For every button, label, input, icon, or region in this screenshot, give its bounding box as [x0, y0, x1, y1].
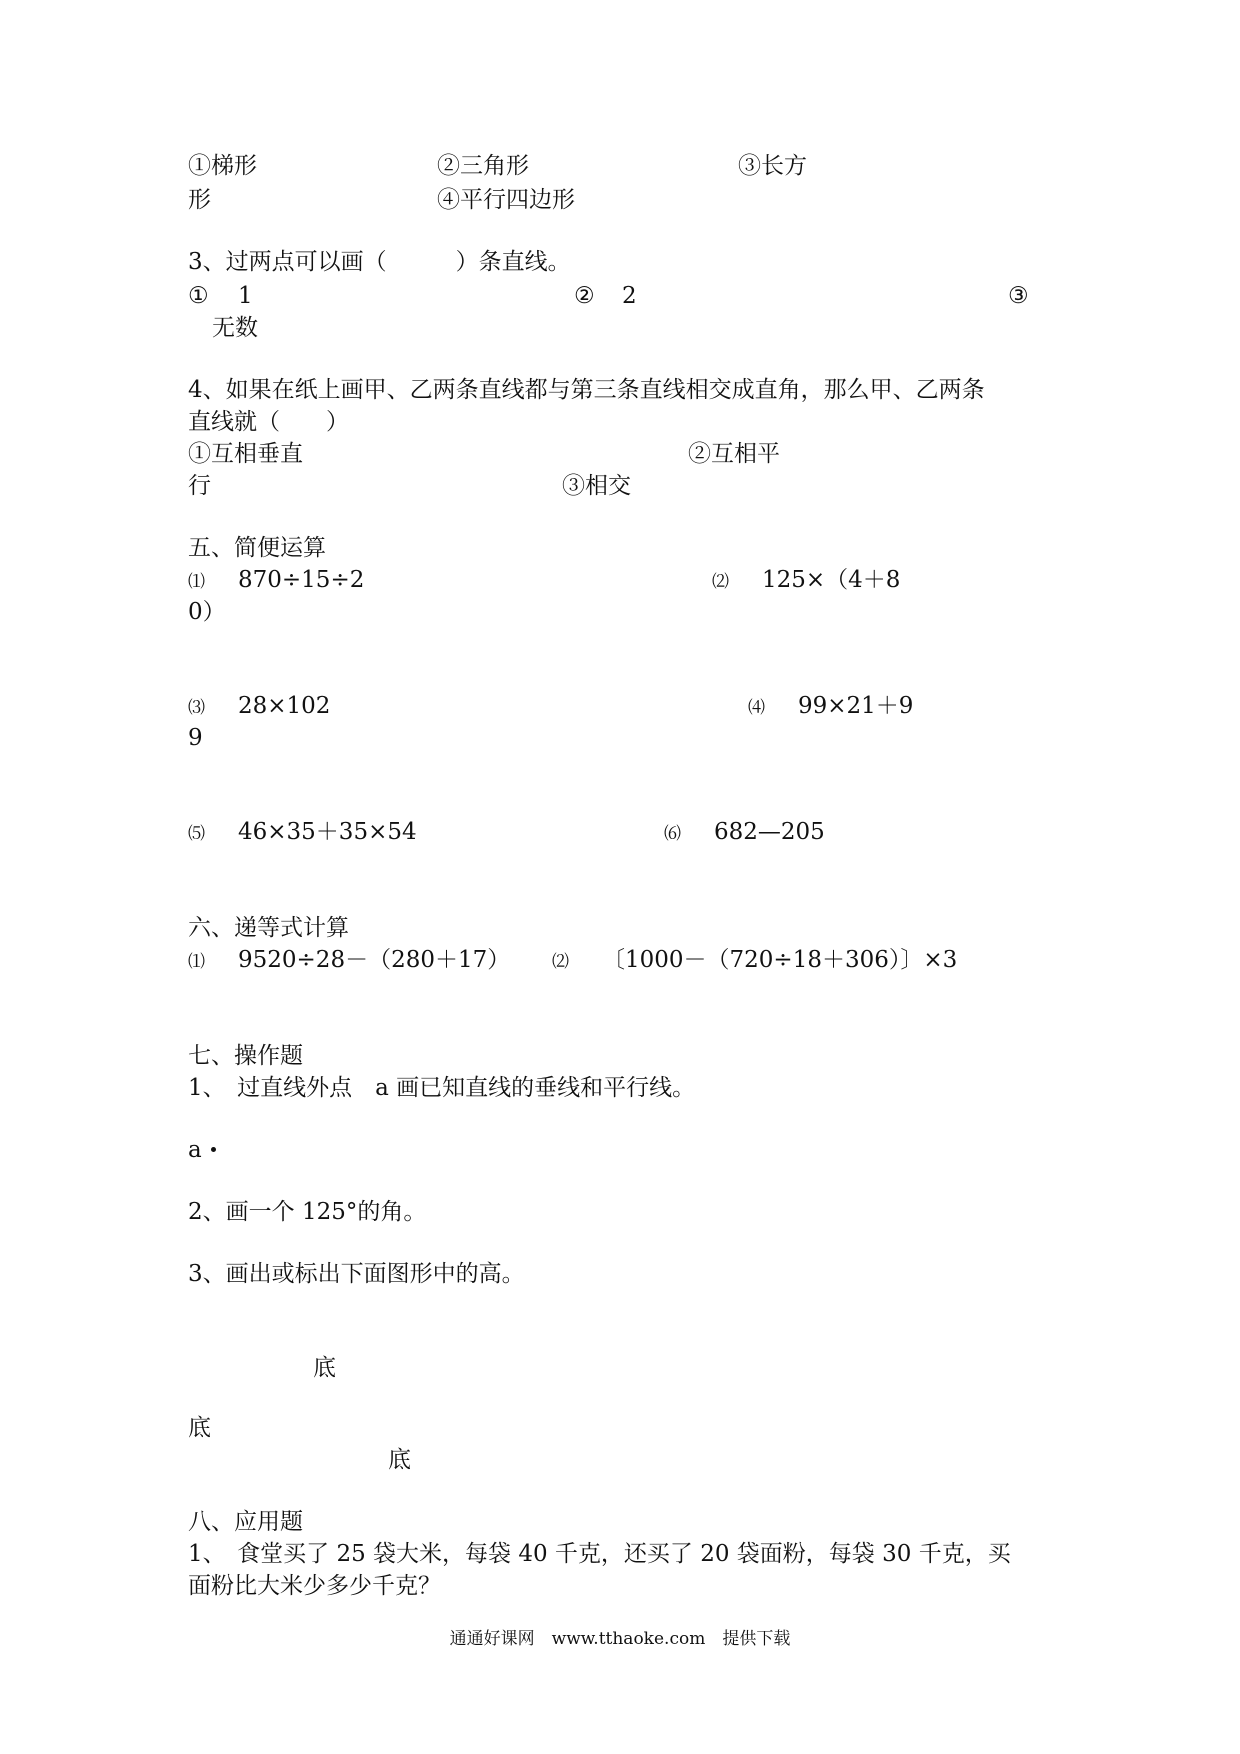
section-6-title: 六、递等式计算 [188, 915, 349, 941]
s5-item-2-num: ⑵ [712, 572, 729, 592]
q3-text: 3、过两点可以画（ ）条直线。 [188, 249, 571, 275]
q4-option-2-wrap: 行 [188, 473, 211, 499]
s5-item-2-wrap: 0） [188, 599, 226, 625]
s5-item-2-expr: 125×（4＋8 [762, 567, 901, 593]
q3-option-2-value: 2 [622, 283, 637, 309]
q2-option-3-wrap: 形 [188, 187, 211, 213]
s7-base-label-1: 底 [313, 1355, 336, 1381]
section-7-title: 七、操作题 [188, 1043, 303, 1069]
q3-option-1-mark: ① [188, 283, 209, 309]
s5-item-6-num: ⑹ [664, 824, 681, 844]
s7-point-label: a [188, 1137, 202, 1163]
q2-option-2: ②三角形 [437, 153, 529, 179]
s6-item-1-expr: 9520÷28－（280＋17） [238, 947, 511, 973]
q3-option-3-value: 无数 [212, 315, 258, 341]
q2-option-3: ③长方 [738, 153, 807, 179]
q4-line-1: 4、如果在纸上画甲、乙两条直线都与第三条直线相交成直角，那么甲、乙两条 [188, 377, 985, 403]
s5-item-4-expr: 99×21＋9 [798, 693, 914, 719]
q2-option-4: ④平行四边形 [437, 187, 575, 213]
s5-item-3-num: ⑶ [188, 698, 205, 718]
s6-item-2-num: ⑵ [552, 952, 569, 972]
point-a-dot [211, 1147, 216, 1152]
q3-option-3-mark: ③ [1008, 283, 1029, 309]
page-footer: 通通好课网 www.tthaoke.com 提供下载 [449, 1629, 791, 1649]
s5-item-1-expr: 870÷15÷2 [238, 567, 365, 593]
s5-item-4-num: ⑷ [748, 698, 765, 718]
s7-base-label-2: 底 [188, 1415, 211, 1441]
s8-q1-line-2: 面粉比大米少多少千克？ [188, 1573, 441, 1599]
q4-option-2: ②互相平 [688, 441, 780, 467]
q4-option-1: ①互相垂直 [188, 441, 303, 467]
s5-item-5-expr: 46×35＋35×54 [238, 819, 417, 845]
q4-line-2: 直线就（ ） [188, 409, 349, 435]
s5-item-4-wrap: 9 [188, 725, 203, 751]
s7-q2: 2、画一个 125°的角。 [188, 1199, 427, 1225]
s6-item-1-num: ⑴ [188, 952, 205, 972]
q2-option-1: ①梯形 [188, 153, 257, 179]
q4-option-3: ③相交 [562, 473, 631, 499]
q3-option-2-mark: ② [574, 283, 595, 309]
s5-item-6-expr: 682—205 [714, 819, 825, 845]
s8-q1-line-1: 1、 食堂买了 25 袋大米，每袋 40 千克，还买了 20 袋面粉，每袋 30 千克，买 [188, 1541, 1011, 1567]
s5-item-3-expr: 28×102 [238, 693, 331, 719]
s5-item-1-num: ⑴ [188, 572, 205, 592]
q3-option-1-value: 1 [238, 283, 253, 309]
s6-item-2-expr: 〔1000－（720÷18＋306）〕×3 [602, 947, 958, 973]
section-5-title: 五、简便运算 [188, 535, 326, 561]
section-8-title: 八、应用题 [188, 1509, 303, 1535]
s7-q3: 3、画出或标出下面图形中的高。 [188, 1261, 525, 1287]
s5-item-5-num: ⑸ [188, 824, 205, 844]
s7-base-label-3: 底 [388, 1447, 411, 1473]
s7-q1: 1、 过直线外点 a 画已知直线的垂线和平行线。 [188, 1075, 696, 1101]
